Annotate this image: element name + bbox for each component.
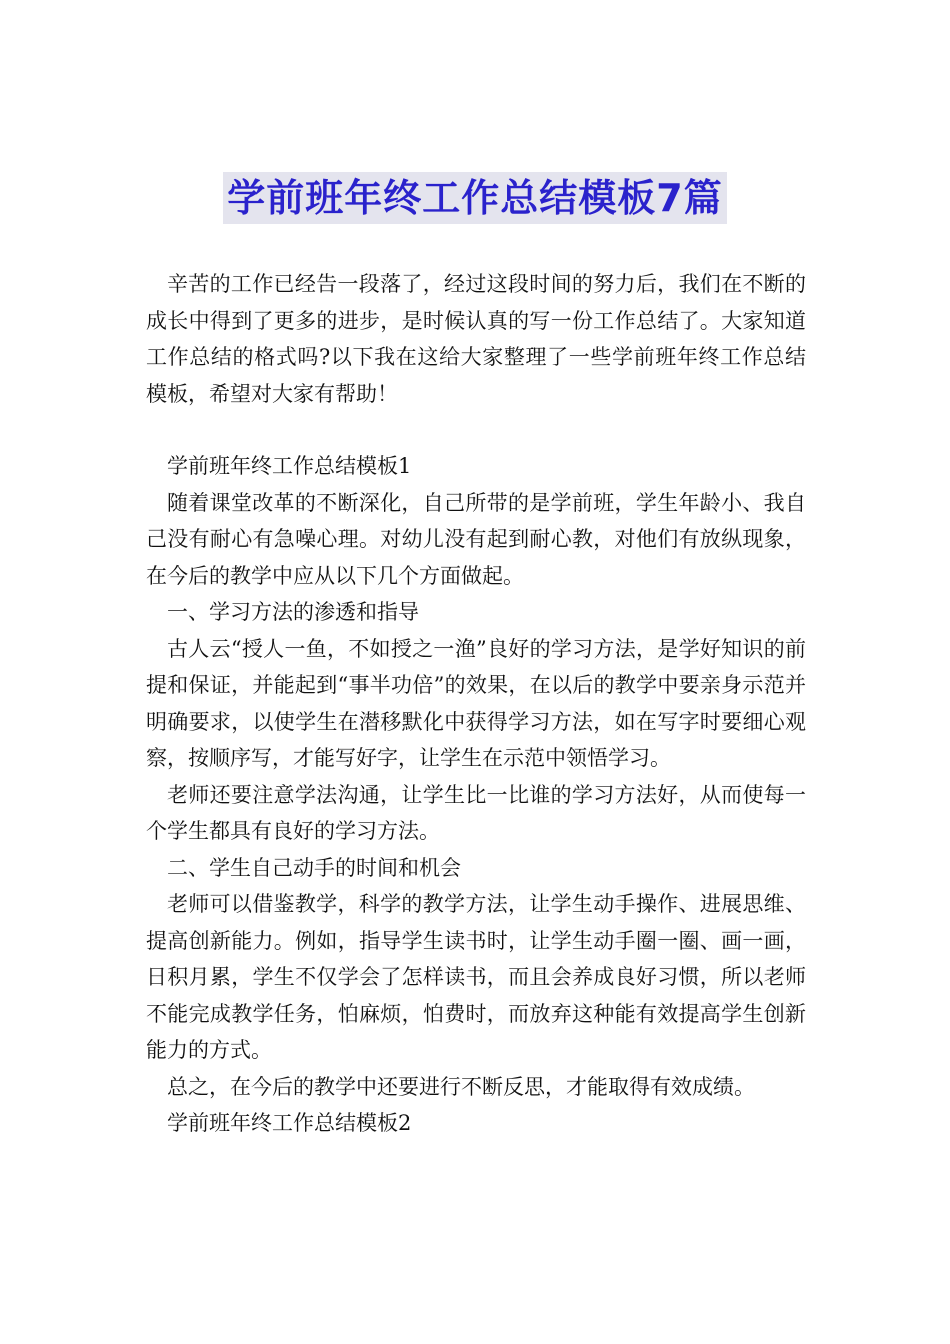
section-heading-template-1: 学前班年终工作总结模板1 [167, 454, 412, 478]
body-paragraph: 老师可以借鉴教学，科学的教学方法，让学生动手操作、进展思维、提高创新能力。例如，指导学生读书时，让学生动手圈一圈、画一画，日积月累，学生不仅学会了怎样读书，而且会养成良好习惯，所以老师不能完成教学任务，怕麻烦，怕费时，而放弃这种能有效提高学生创新能力的方式。 [146, 892, 806, 1062]
subheading-learning-methods: 一、学习方法的渗透和指导 [167, 600, 419, 624]
intro-paragraph: 辛苦的工作已经告一段落了，经过这段时间的努力后，我们在不断的成长中得到了更多的进步，是时候认真的写一份工作总结了。大家知道工作总结的格式吗?以下我在这给大家整理了一些学前班年终工作总结模板，希望对大家有帮助！ [146, 272, 806, 406]
body-paragraph: 随着课堂改革的不断深化，自己所带的是学前班，学生年龄小、我自己没有耐心有急噪心理。对幼儿没有起到耐心教，对他们有放纵现象，在今后的教学中应从以下几个方面做起。 [146, 490, 806, 588]
section-heading-template-2: 学前班年终工作总结模板2 [167, 1111, 412, 1135]
body-paragraph: 古人云“授人一鱼，不如授之一渔”良好的学习方法，是学好知识的前提和保证，并能起到“事半功倍”的效果，在以后的教学中要亲身示范并明确要求，以使学生在潜移默化中获得学习方法，如在写字时要细心观察，按顺序写，才能写好字，让学生在示范中领悟学习。 [146, 636, 806, 770]
body-paragraph: 总之，在今后的教学中还要进行不断反思，才能取得有效成绩。 [167, 1074, 755, 1099]
document-title: 学前班年终工作总结模板7篇 [223, 172, 726, 224]
subheading-hands-on-time: 二、学生自己动手的时间和机会 [167, 855, 461, 880]
paragraph-spacer [146, 412, 806, 448]
document-body [146, 266, 806, 1142]
body-paragraph: 老师还要注意学法沟通，让学生比一比谁的学习方法好，从而使每一个学生都具有良好的学习方法。 [146, 782, 806, 843]
title-container [0, 172, 950, 224]
